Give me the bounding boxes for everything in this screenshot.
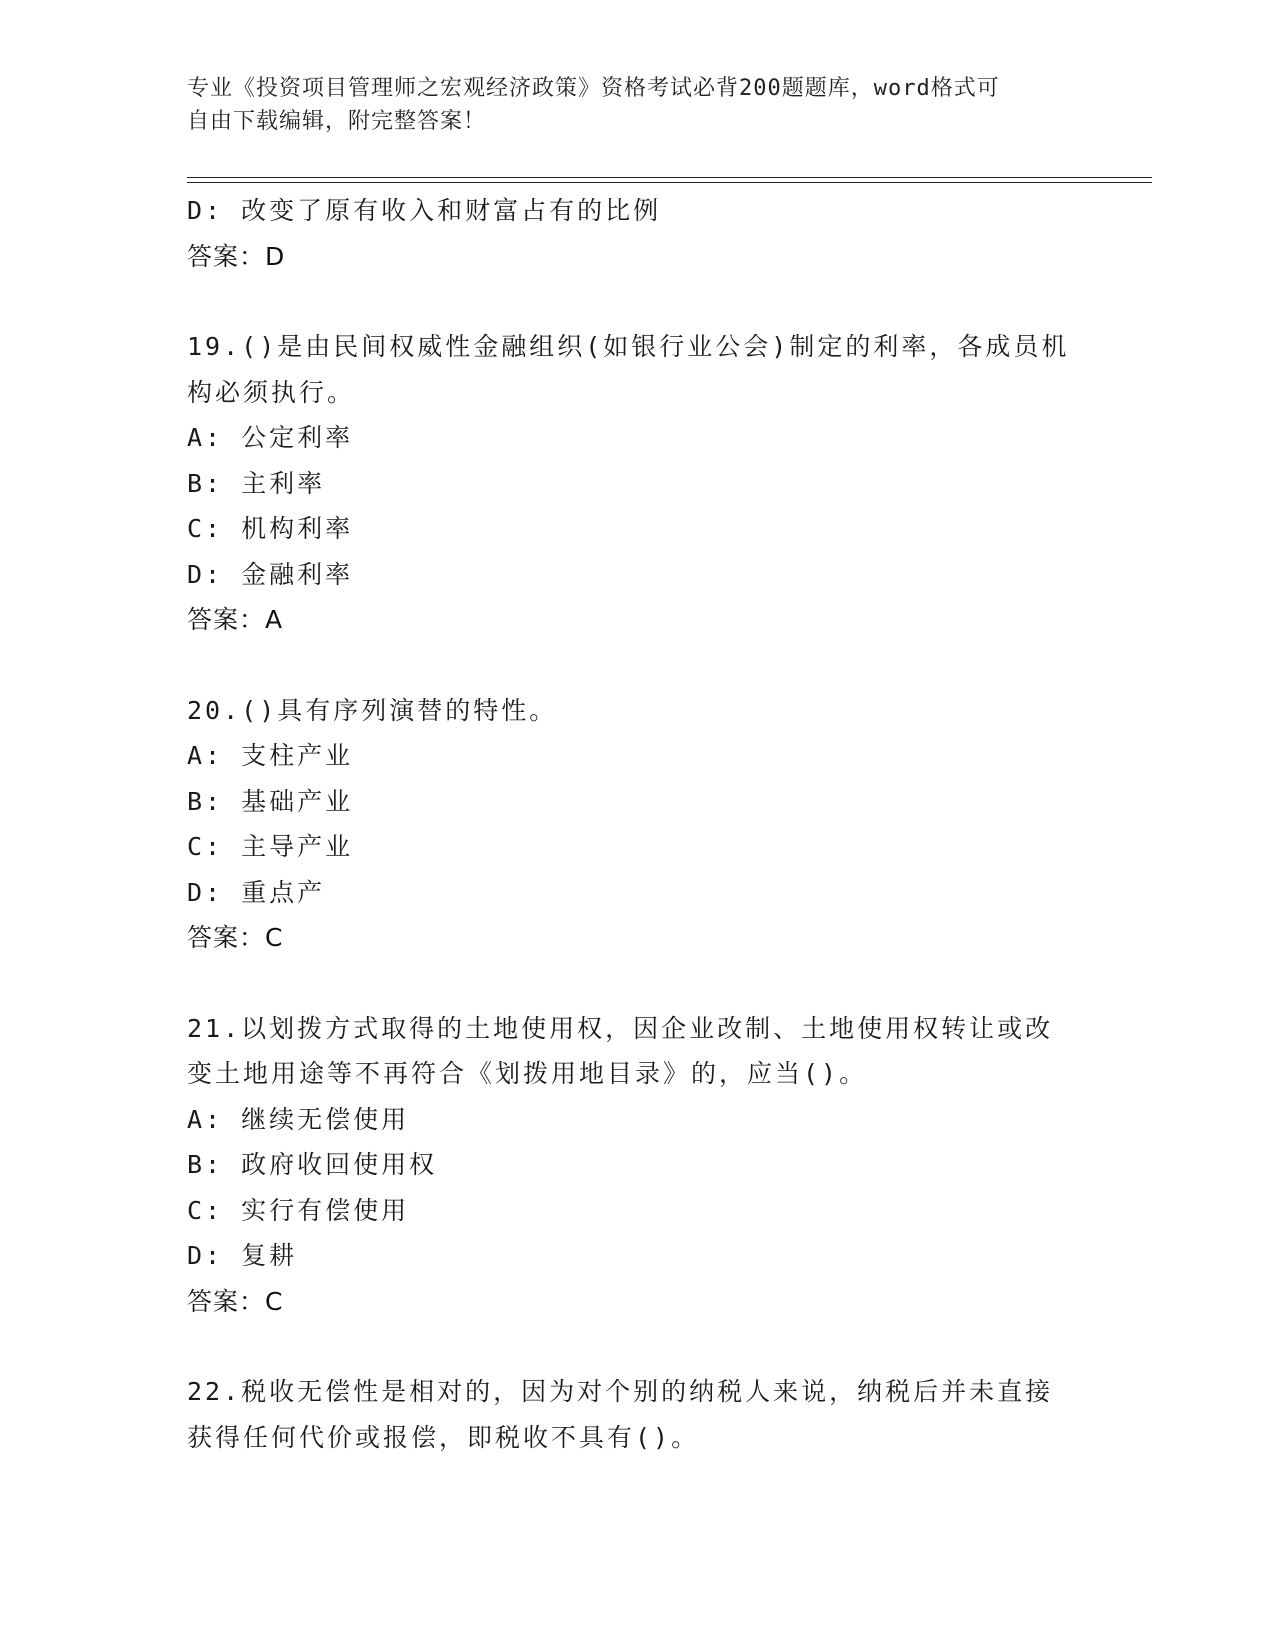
question-19	[187, 324, 1087, 643]
answer: 答案：D	[187, 241, 286, 271]
question-18-tail	[187, 188, 1087, 279]
answer: 答案：C	[187, 923, 284, 952]
option-b: B: 基础产业	[187, 786, 354, 816]
question-22	[187, 1369, 1087, 1460]
spacer	[187, 961, 1087, 1006]
option-c: C: 机构利率	[187, 514, 354, 543]
option-c: C: 主导产业	[187, 832, 354, 861]
question-text-line-2: 构必须执行。	[187, 377, 356, 407]
spacer	[187, 279, 1087, 324]
option-a: A: 公定利率	[187, 423, 354, 452]
document-body	[187, 188, 1087, 1460]
spacer	[187, 1324, 1087, 1369]
option-a: A: 支柱产业	[187, 741, 354, 770]
question-text-line-2: 获得任何代价或报偿，即税收不具有()。	[187, 1422, 700, 1452]
option-d: D: 金融利率	[187, 559, 354, 589]
option-b: B: 政府收回使用权	[187, 1150, 438, 1179]
question-text-line-2: 变土地用途等不再符合《划拨用地目录》的，应当()。	[187, 1059, 868, 1088]
option-b: B: 主利率	[187, 468, 326, 498]
question-20	[187, 688, 1087, 961]
option-d: D: 改变了原有收入和财富占有的比例	[187, 196, 662, 225]
question-text-line-1: 22.税收无偿性是相对的，因为对个别的纳税人来说，纳税后并未直接	[187, 1377, 1054, 1406]
question-21	[187, 1006, 1087, 1325]
spacer	[187, 643, 1087, 688]
option-c: C: 实行有偿使用	[187, 1195, 410, 1225]
option-a: A: 继续无偿使用	[187, 1104, 410, 1134]
question-text-line-1: 20.()具有序列演替的特性。	[187, 695, 558, 725]
answer: 答案：A	[187, 605, 284, 634]
answer: 答案：C	[187, 1286, 284, 1316]
question-text-line-1: 19.()是由民间权威性金融组织(如银行业公会)制定的利率，各成员机	[187, 332, 1070, 361]
option-d: D: 复耕	[187, 1241, 298, 1270]
header-rule-bottom	[187, 182, 1152, 183]
question-text-line-1: 21.以划拨方式取得的土地使用权，因企业改制、土地使用权转让或改	[187, 1013, 1054, 1043]
header-line-2: 自由下载编辑，附完整答案！	[187, 109, 487, 134]
header-line-1: 专业《投资项目管理师之宏观经济政策》资格考试必背200题题库，word格式可	[187, 76, 1000, 101]
document-header	[187, 72, 1067, 138]
option-d: D: 重点产	[187, 877, 326, 907]
header-rule-top	[187, 177, 1152, 178]
